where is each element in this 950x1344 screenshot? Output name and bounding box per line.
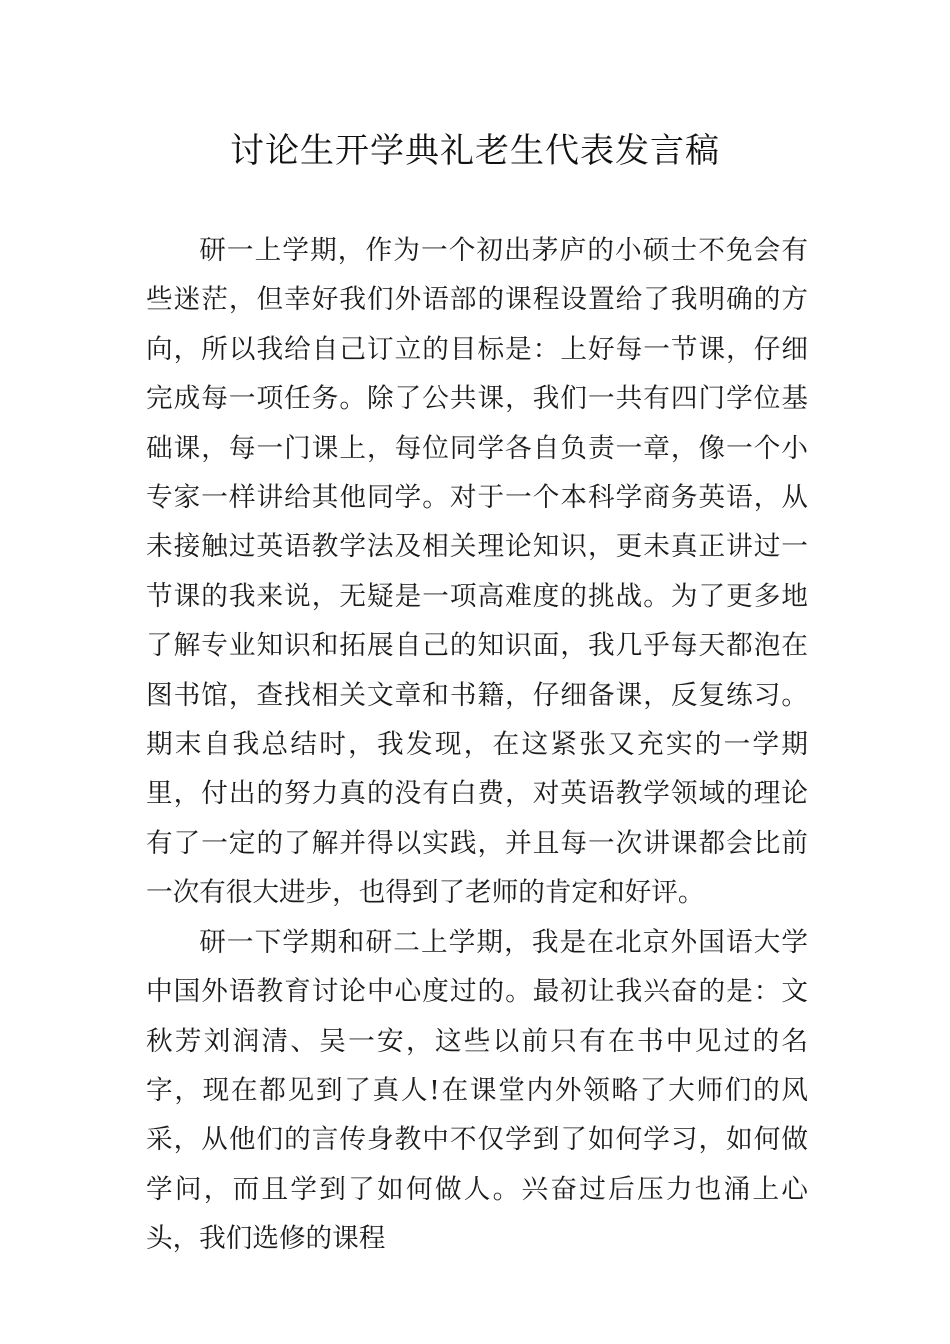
document-title: 讨论生开学典礼老生代表发言稿 [230,131,720,171]
document-body [146,226,808,1264]
paragraph-1: 研一上学期，作为一个初出茅庐的小硕士不免会有些迷茫，但幸好我们外语部的课程设置给了我明确的方向，所以我给自己订立的目标是：上好每一节课，仔细完成每一项任务。除了公共课，我们一共有四门学位基础课，每一门课上，每位同学各自负责一章，像一个小专家一样讲给其他同学。对于一个本科学商务英语，从未接触过英语教学法及相关理论知识，更未真正讲过一节课的我来说，无疑是一项高难度的挑战。为了更多地了解专业知识和拓展自己的知识面，我几乎每天都泡在图书馆，查找相关文章和书籍，仔细备课，反复练习。期末自我总结时，我发现，在这紧张又充实的一学期里，付出的努力真的没有白费，对英语教学领域的理论有了一定的了解并得以实践，并且每一次讲课都会比前一次有很大进步，也得到了老师的肯定和好评。 [146,235,808,909]
paragraph-2: 研一下学期和研二上学期，我是在北京外国语大学中国外语教育讨论中心度过的。最初让我兴奋的是：文秋芳刘润清、吴一安，这些以前只有在书中见过的名字，现在都见到了真人!在课堂内外领略了大师们的风采，从他们的言传身教中不仅学到了如何学习，如何做学问，而且学到了如何做人。兴奋过后压力也涌上心头，我们选修的课程 [146,926,808,1255]
